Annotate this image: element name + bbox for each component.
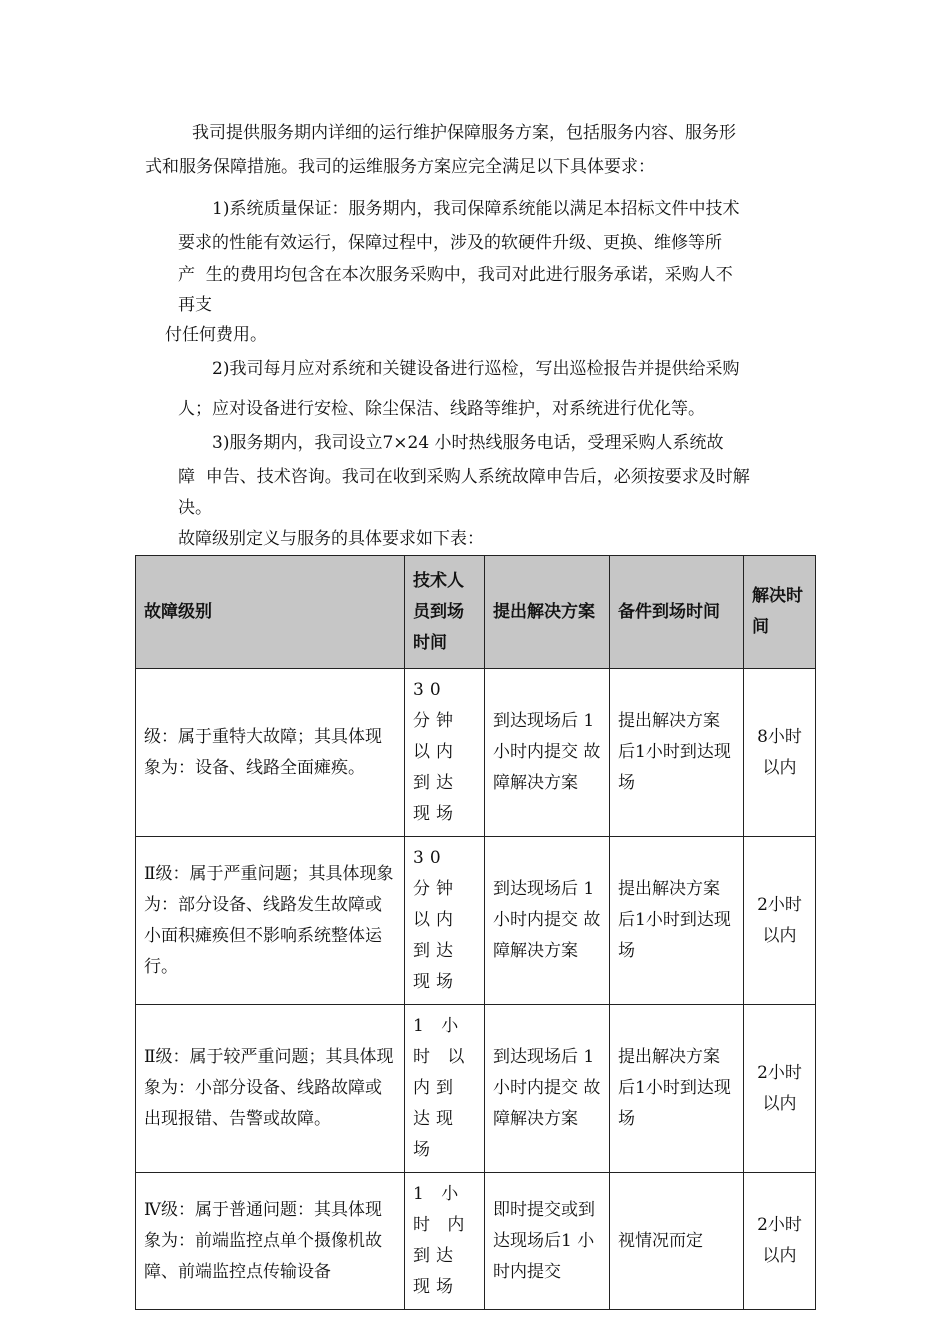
cell-resolve: 2小时以内 (744, 1005, 816, 1173)
cell-level: Ⅱ级：属于较严重问题；其具体现象为：小部分设备、线路故障或出现报错、告警或故障。 (136, 1005, 405, 1173)
cell-arrival: 30 分钟 以内到达现场 (405, 837, 485, 1005)
item-1-line-1: 1)系统质量保证：服务期内，我司保障系统能以满足本招标文件中技术 (212, 199, 740, 219)
header-fault-level: 故障级别 (136, 556, 405, 669)
table-row (136, 837, 816, 1005)
item-1-line-5: 付任何费用。 (165, 325, 267, 345)
cell-resolve: 2小时以内 (744, 837, 816, 1005)
item-2-line-2: 人；应对设备进行安检、除尘保洁、线路等维护，对系统进行优化等。 (178, 399, 705, 419)
item-3-line-2: 障 申告、技术咨询。我司在收到采购人系统故障申告后，必须按要求及时解 (178, 467, 750, 487)
header-resolve-time: 解决时间 (744, 556, 816, 669)
intro-line-1: 我司提供服务期内详细的运行维护保障服务方案，包括服务内容、服务形 (192, 123, 736, 143)
table-caption: 故障级别定义与服务的具体要求如下表： (178, 529, 484, 549)
item-3-line-3: 决。 (178, 498, 212, 518)
fault-level-table (135, 555, 816, 1310)
cell-parts: 提出解决方案后1小时到达现场 (610, 837, 744, 1005)
cell-parts: 视情况而定 (610, 1173, 744, 1310)
cell-parts: 提出解决方案后1小时到达现场 (610, 1005, 744, 1173)
item-3-line-1: 3)服务期内，我司设立7×24 小时热线服务电话，受理采购人系统故 (212, 433, 724, 453)
table-row (136, 1173, 816, 1310)
table-header-row (136, 556, 816, 669)
cell-arrival: 30 分钟 以内到达现场 (405, 669, 485, 837)
cell-solution: 即时提交或到达现场后1 小时内提交 (485, 1173, 610, 1310)
table-row (136, 1005, 816, 1173)
header-arrival-time: 技术人员到场时间 (405, 556, 485, 669)
header-solution: 提出解决方案 (485, 556, 610, 669)
cell-parts: 提出解决方案后1小时到达现场 (610, 669, 744, 837)
item-1-line-2: 要求的性能有效运行，保障过程中，涉及的软硬件升级、更换、维修等所 (178, 233, 722, 253)
cell-solution: 到达现场后 1 小时内提交 故障解决方案 (485, 669, 610, 837)
table-row (136, 669, 816, 837)
cell-level: Ⅱ级：属于严重问题；其具体现象为：部分设备、线路发生故障或小面积瘫痪但不影响系统整体运行。 (136, 837, 405, 1005)
item-1-line-4: 再支 (178, 295, 212, 315)
intro-line-2: 式和服务保障措施。我司的运维服务方案应完全满足以下具体要求： (145, 157, 655, 177)
cell-arrival: 1 小时 内到达现场 (405, 1173, 485, 1310)
cell-arrival: 1 小时 以内到达现场 (405, 1005, 485, 1173)
cell-solution: 到达现场后 1 小时内提交 故障解决方案 (485, 1005, 610, 1173)
cell-resolve: 8小时以内 (744, 669, 816, 837)
cell-resolve: 2小时以内 (744, 1173, 816, 1310)
cell-level: Ⅳ级：属于普通问题：其具体现象为：前端监控点单个摄像机故障、前端监控点传输设备 (136, 1173, 405, 1310)
cell-solution: 到达现场后 1 小时内提交 故障解决方案 (485, 837, 610, 1005)
item-1-line-3: 产 生的费用均包含在本次服务采购中，我司对此进行服务承诺，采购人不 (178, 265, 733, 285)
header-parts-time: 备件到场时间 (610, 556, 744, 669)
item-2-line-1: 2)我司每月应对系统和关键设备进行巡检，写出巡检报告并提供给采购 (212, 359, 740, 379)
cell-level: 级：属于重特大故障；其具体现象为：设备、线路全面瘫痪。 (136, 669, 405, 837)
